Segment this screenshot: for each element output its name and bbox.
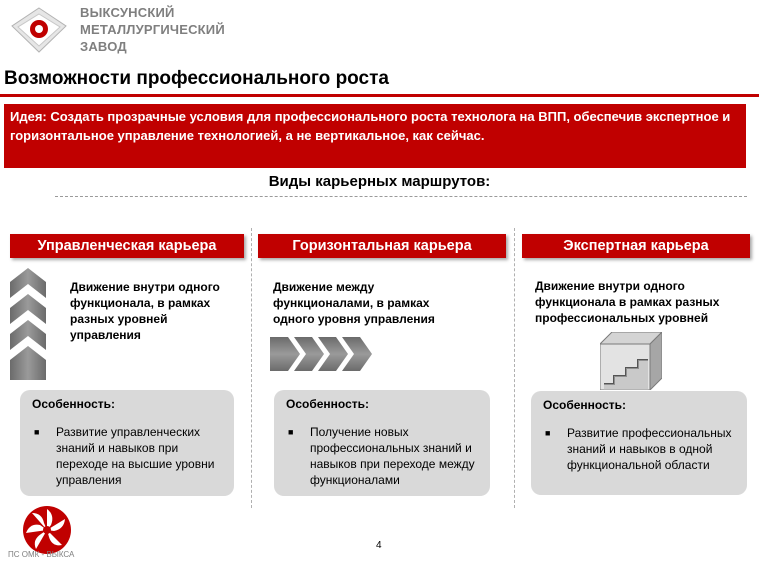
company-name-line: ВЫКСУНСКИЙ — [80, 5, 175, 20]
vmz-logo-icon — [10, 6, 68, 54]
feature-text: Развитие управленческих знаний и навыков при переходе на высшие уровни управления — [56, 425, 215, 487]
title-divider — [0, 94, 759, 97]
bullet-icon: ■ — [34, 427, 40, 437]
column-separator — [514, 228, 515, 508]
company-name-line: ЗАВОД — [80, 39, 127, 54]
expert-career-description: Движение внутри одного функционала в рамках разных профессиональных уровней — [535, 279, 720, 325]
company-name — [80, 4, 300, 55]
tab-horizontal-career: Горизонтальная карьера — [258, 234, 506, 258]
routes-divider — [55, 196, 747, 197]
horizontal-career-description: Движение между функционалами, в рамках одного уровня управления — [273, 280, 435, 326]
cube-stairs-icon — [600, 332, 662, 390]
feature-text: Получение новых профессиональных знаний и навыков при переходе между функционалами — [310, 425, 475, 487]
feature-text: Развитие профессиональных знаний и навыков в одной функциональной области — [567, 426, 732, 472]
feature-title: Особенность: — [543, 398, 627, 412]
feature-title: Особенность: — [32, 397, 116, 411]
expert-career-feature — [531, 391, 747, 495]
feature-item — [32, 424, 222, 488]
omk-logo-icon — [22, 505, 72, 555]
tab-management-career: Управленческая карьера — [10, 234, 244, 258]
feature-item — [543, 425, 735, 473]
footer-text: ПС ОМК - ВЫКСА — [8, 550, 75, 559]
page-title: Возможности профессионального роста — [4, 68, 389, 89]
horizontal-career-feature — [274, 390, 490, 496]
idea-box: Идея: Создать прозрачные условия для профессионального роста технолога на ВПП, обеспечив экспертное и горизонтальное управление технологией, а не вертикальное, как сейчас. — [4, 104, 746, 168]
bullet-icon: ■ — [288, 427, 294, 437]
bullet-icon: ■ — [545, 428, 551, 438]
feature-item — [286, 424, 478, 488]
tab-expert-career: Экспертная карьера — [522, 234, 750, 258]
management-career-feature — [20, 390, 234, 496]
routes-title: Виды карьерных маршрутов: — [268, 173, 491, 190]
company-name-line: МЕТАЛЛУРГИЧЕСКИЙ — [80, 22, 225, 37]
vertical-chevrons-icon — [10, 268, 46, 380]
horizontal-chevrons-icon — [270, 337, 384, 371]
column-separator — [251, 228, 252, 508]
feature-title: Особенность: — [286, 397, 370, 411]
management-career-description: Движение внутри одного функционала, в рамках разных уровней управления — [70, 280, 220, 342]
page-number: 4 — [376, 540, 382, 551]
